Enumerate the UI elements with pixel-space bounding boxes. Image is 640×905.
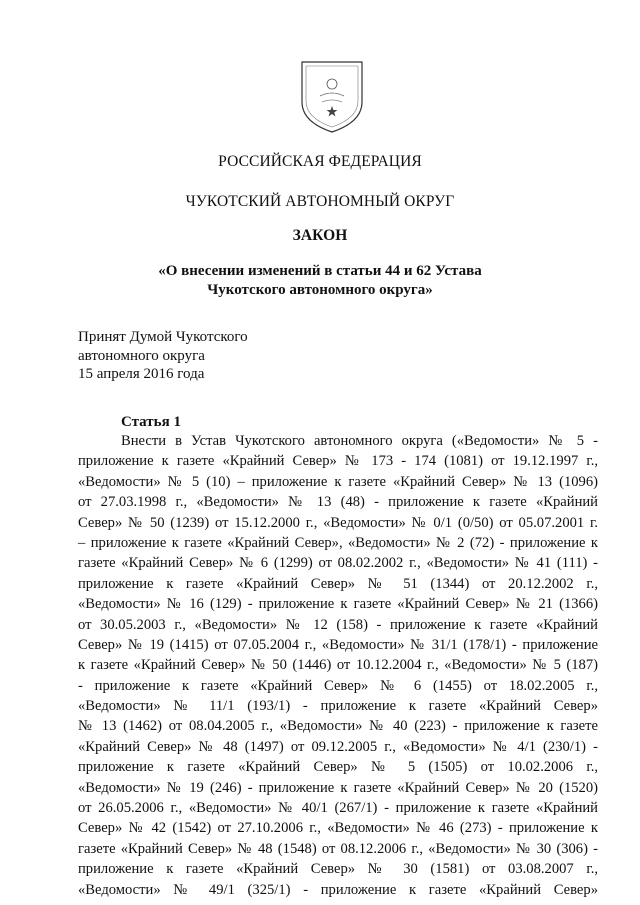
article-line: «Ведомости» № 16 (129) - приложение к газете «Крайний Север» № 21 (1366) xyxy=(78,596,598,613)
law-title-line: Чукотского автономного округа» xyxy=(207,282,433,298)
article-line: газете «Крайний Север» № 6 (1299) от 08.02.2002 г., «Ведомости» № 41 (111) - xyxy=(78,555,598,572)
article-line: от 26.05.2006 г., «Ведомости» № 40/1 (267/1) - приложение к газете «Крайний xyxy=(78,800,598,817)
law-title-line: «О внесении изменений в статьи 44 и 62 Устава xyxy=(158,263,482,279)
country-heading: РОССИЙСКАЯ ФЕДЕРАЦИЯ xyxy=(218,153,422,170)
article-line: «Ведомости» № 11/1 (193/1) - приложение к газете «Крайний Север» xyxy=(78,698,598,715)
article-line: «Ведомости» № 5 (10) – приложение к газете «Крайний Север» № 13 (1096) xyxy=(78,473,598,490)
article-line: Север» № 19 (1415) от 07.05.2004 г., «Ведомости» № 31/1 (178/1) - приложение xyxy=(78,636,598,653)
adoption-block xyxy=(78,328,248,384)
article-line: № 13 (1462) от 08.04.2005 г., «Ведомости» № 40 (223) - приложение к газете xyxy=(78,718,598,735)
article-line: к газете «Крайний Север» № 50 (1446) от 10.12.2004 г., «Ведомости» № 5 (187) xyxy=(78,657,598,674)
article-line: приложение к газете «Крайний Север» № 5 (1505) от 10.02.2006 г., xyxy=(78,759,598,776)
article-heading: Статья 1 xyxy=(121,414,181,430)
adoption-line: автономного округа xyxy=(78,347,205,364)
law-title xyxy=(0,262,640,300)
article-line: приложение к газете «Крайний Север» № 51 (1344) от 20.12.2002 г., xyxy=(78,575,598,592)
article-line: приложение к газете «Крайний Север» № 30 (1581) от 03.08.2007 г., xyxy=(78,861,598,878)
article-line: – приложение к газете «Крайний Север», «Ведомости» № 2 (72) - приложение к xyxy=(78,534,598,551)
adoption-date: 15 апреля 2016 года xyxy=(78,366,205,382)
article-line: от 30.05.2003 г., «Ведомости» № 12 (158) - приложение к газете «Крайний xyxy=(78,616,598,633)
article-line: - приложение к газете «Крайний Север» № 6 (1455) от 18.02.2005 г., xyxy=(78,677,598,694)
article-line: Внести в Устав Чукотского автономного округа («Ведомости» № 5 - xyxy=(121,433,598,449)
article-line: Север» № 42 (1542) от 27.10.2006 г., «Ведомости» № 46 (273) - приложение к xyxy=(78,820,598,837)
article-line: газете «Крайний Север» № 48 (1548) от 08.12.2006 г., «Ведомости» № 30 (306) - xyxy=(78,840,598,857)
article-line: «Ведомости» № 19 (246) - приложение к газете «Крайний Север» № 20 (1520) xyxy=(78,779,598,796)
document-type-heading: ЗАКОН xyxy=(292,227,348,244)
article-line: приложение к газете «Крайний Север» № 173 - 174 (1081) от 19.12.1997 г., xyxy=(78,453,598,470)
article-line: Север» № 50 (1239) от 15.12.2000 г., «Ведомости» № 0/1 (0/50) от 05.07.2001 г. xyxy=(78,514,598,531)
region-heading: ЧУКОТСКИЙ АВТОНОМНЫЙ ОКРУГ xyxy=(185,193,455,210)
article-line: «Крайний Север» № 48 (1497) от 09.12.2005 г., «Ведомости» № 4/1 (230/1) - xyxy=(78,738,598,755)
adoption-line: Принят Думой Чукотского xyxy=(78,329,248,345)
article-line: от 27.03.1998 г., «Ведомости» № 13 (48) - приложение к газете «Крайний xyxy=(78,494,598,511)
article-body xyxy=(78,431,598,900)
article-line: «Ведомости» № 49/1 (325/1) - приложение к газете «Крайний Север» xyxy=(78,881,598,898)
coat-of-arms-shield-icon xyxy=(296,58,368,136)
